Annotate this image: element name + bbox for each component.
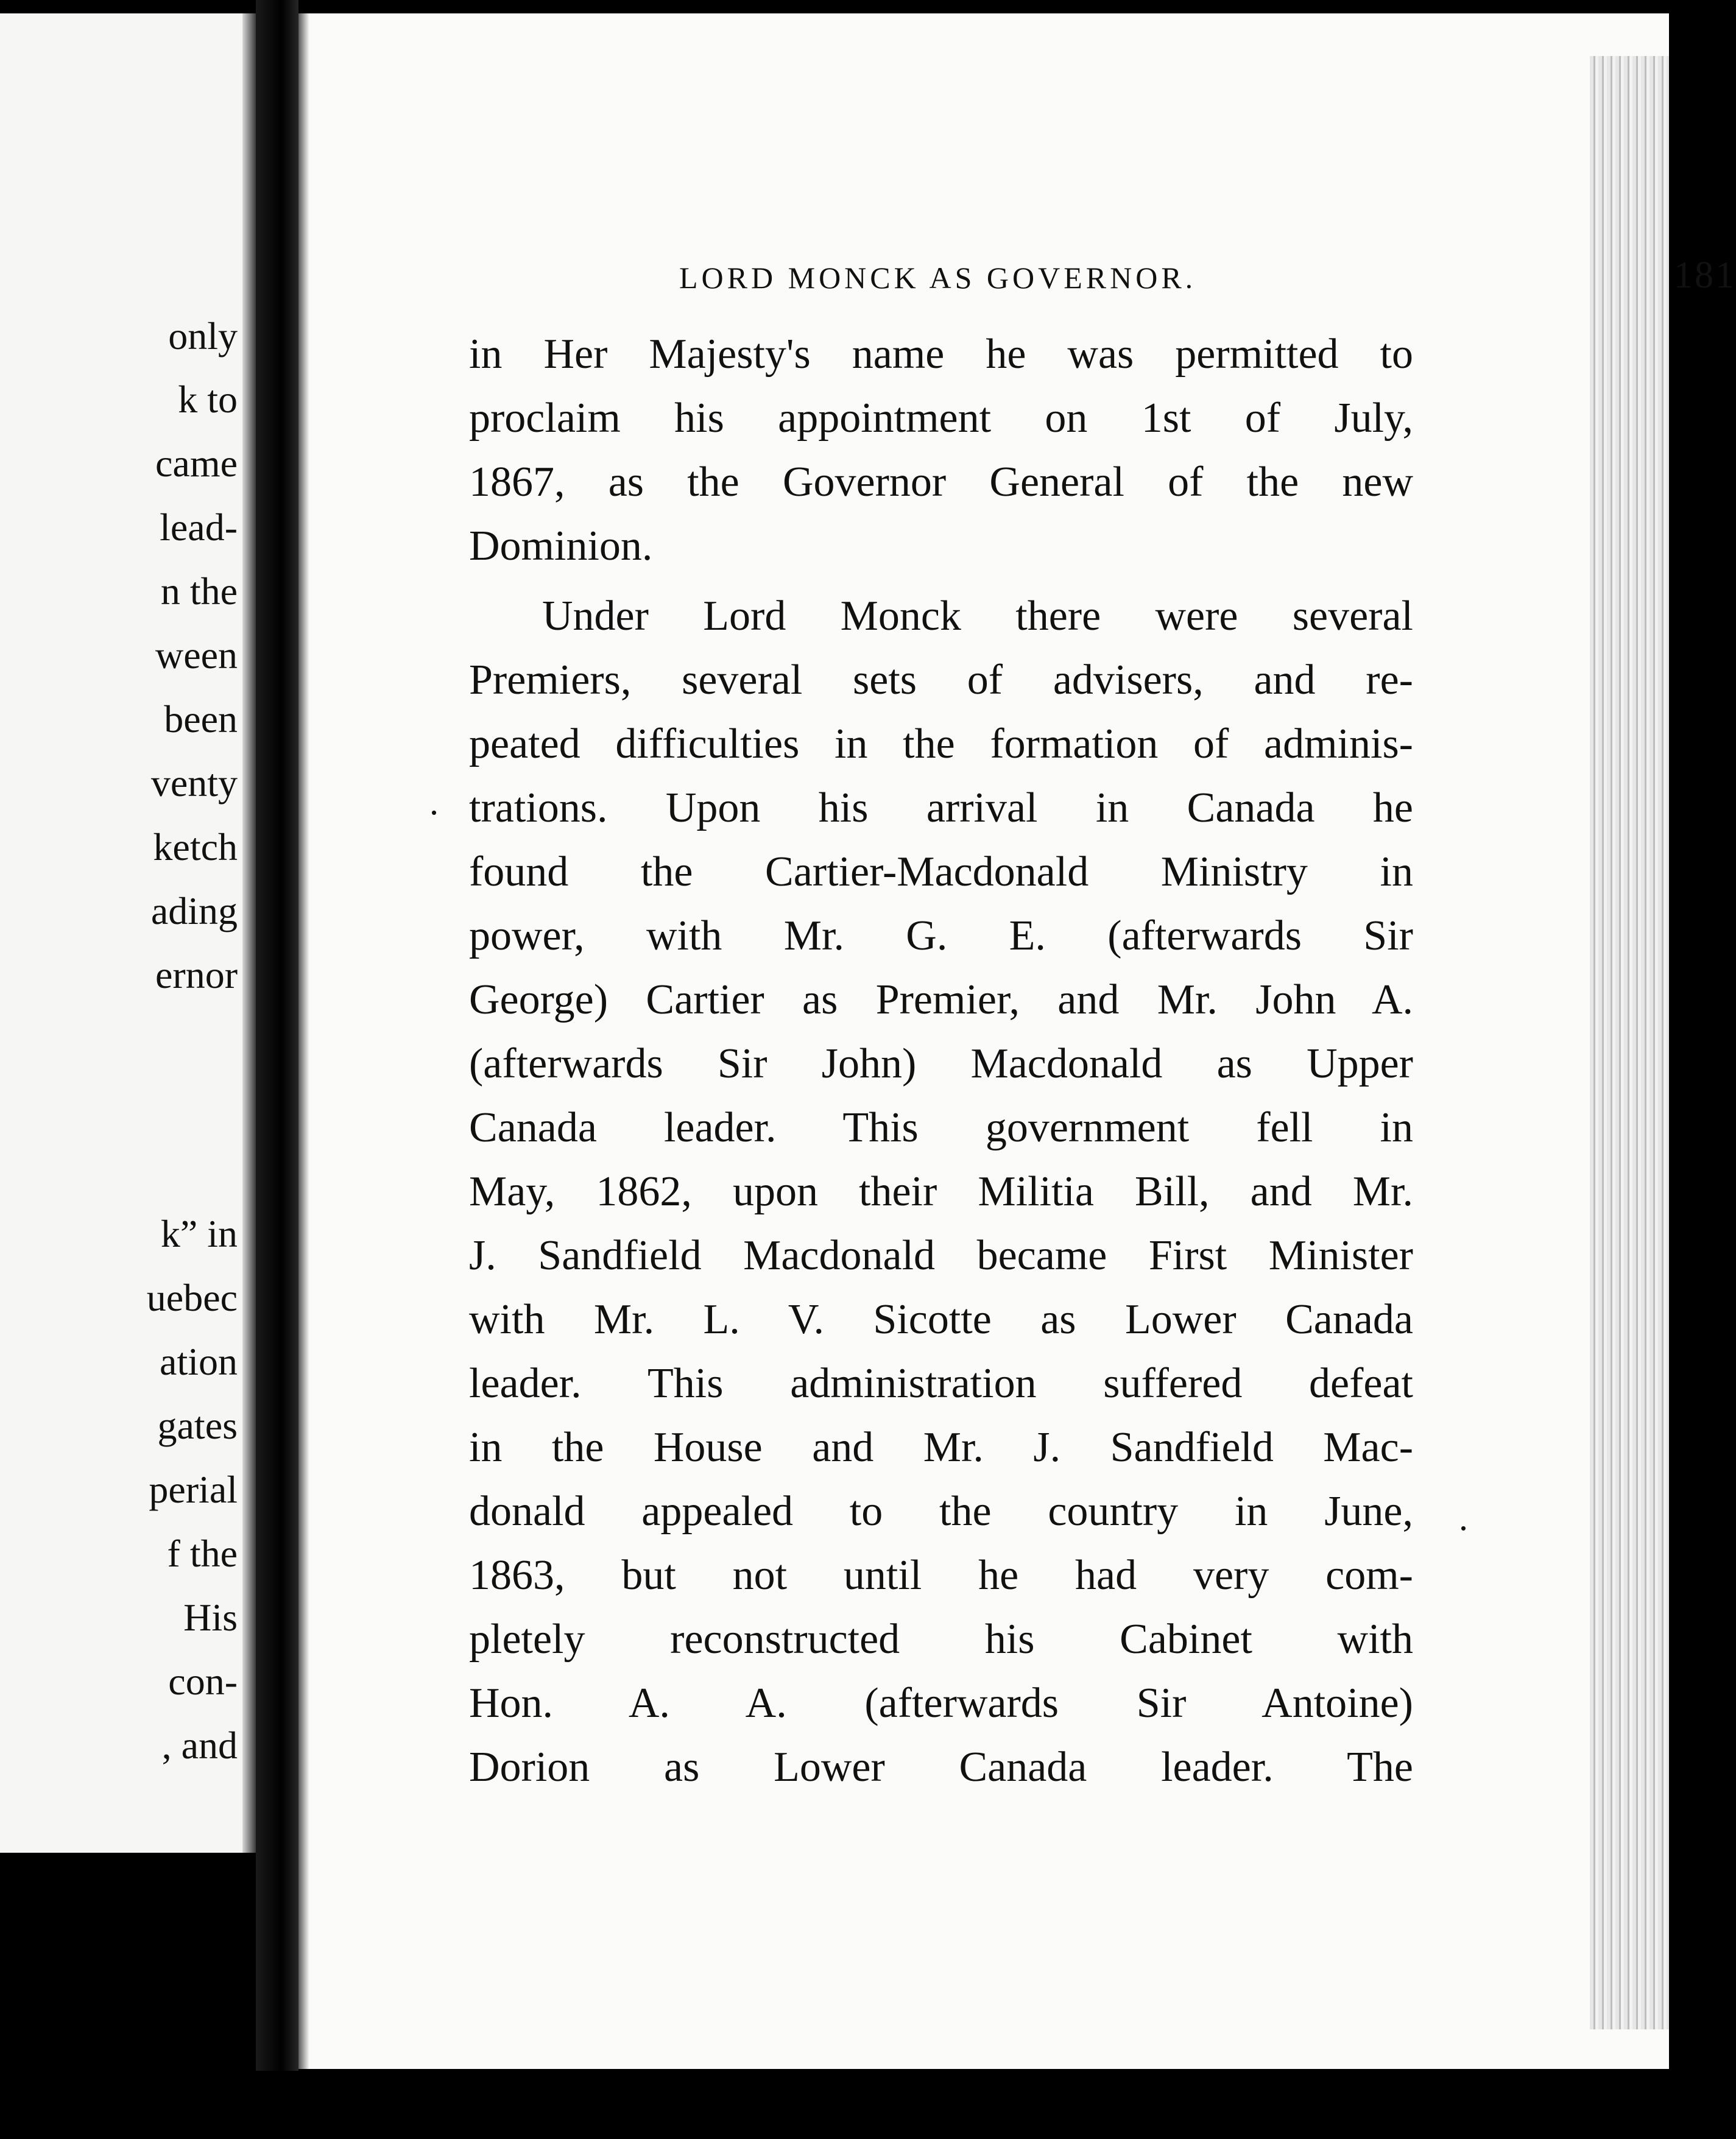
left-line: His	[183, 1596, 238, 1639]
text-line: J. Sandfield Macdonald became First Minister	[469, 1232, 1413, 1279]
page-curve-shadow	[298, 13, 309, 2069]
left-line: been	[164, 697, 238, 741]
text-line: Canada leader. This government fell in	[469, 1104, 1413, 1151]
scan-border	[0, 2071, 1703, 2139]
text-line: in Her Majesty's name he was permitted to	[469, 331, 1413, 378]
left-line: came	[155, 442, 238, 485]
text-line: leader. This administration suffered defeat	[469, 1360, 1413, 1407]
text-line: found the Cartier-Macdonald Ministry in	[469, 848, 1413, 895]
left-line: lead-	[160, 506, 238, 549]
text-line: Dominion.	[469, 523, 653, 569]
left-line: gates	[157, 1404, 238, 1447]
left-line: , and	[161, 1724, 238, 1767]
left-line: venty	[150, 761, 238, 805]
text-line: 1867, as the Governor General of the new	[469, 459, 1413, 506]
margin-dot: .	[429, 782, 439, 822]
text-line: proclaim his appointment on 1st of July,	[469, 395, 1413, 442]
left-line: ernor	[155, 953, 238, 996]
left-line: n the	[160, 569, 238, 613]
page-edge-stack	[1590, 56, 1669, 2029]
left-line: ween	[155, 633, 238, 677]
text-line: (afterwards Sir John) Macdonald as Upper	[469, 1040, 1413, 1087]
text-line: pletely reconstructed his Cabinet with	[469, 1616, 1413, 1663]
margin-dot: .	[1459, 1498, 1468, 1538]
text-line: Hon. A. A. (afterwards Sir Antoine)	[469, 1680, 1413, 1727]
left-line: perial	[149, 1468, 238, 1511]
text-line: May, 1862, upon their Militia Bill, and Mr.	[469, 1168, 1413, 1215]
text-line: in the House and Mr. J. Sandfield Mac-	[469, 1424, 1413, 1471]
running-head	[679, 254, 1736, 309]
text-line: Dorion as Lower Canada leader. The	[469, 1744, 1413, 1791]
left-line: only	[168, 314, 238, 358]
page-gutter-shadow	[242, 13, 256, 1853]
text-line: trations. Upon his arrival in Canada he	[469, 784, 1413, 831]
left-line: ation	[160, 1340, 238, 1383]
previous-page-fragment	[0, 13, 256, 1853]
running-title: LORD MONCK AS GOVERNOR.	[679, 261, 1197, 295]
left-line: uebec	[146, 1276, 238, 1319]
book-spine	[256, 0, 298, 2139]
left-line: ketch	[153, 825, 238, 869]
text-line: George) Cartier as Premier, and Mr. John A.	[469, 976, 1413, 1023]
left-line: k to	[178, 378, 238, 421]
text-line: power, with Mr. G. E. (afterwards Sir	[469, 912, 1413, 959]
text-line: Under Lord Monck there were several	[542, 593, 1413, 640]
text-line: 1863, but not until he had very com-	[469, 1552, 1413, 1599]
page-number: 181	[1674, 255, 1736, 296]
left-line: f the	[167, 1532, 238, 1575]
text-line: peated difficulties in the formation of adminis-	[469, 721, 1413, 767]
text-line: donald appealed to the country in June,	[469, 1488, 1413, 1535]
current-page	[298, 13, 1736, 2069]
left-line: ading	[150, 889, 238, 932]
text-line: Premiers, several sets of advisers, and re-	[469, 657, 1413, 703]
text-line: with Mr. L. V. Sicotte as Lower Canada	[469, 1296, 1413, 1343]
left-line: k” in	[160, 1212, 238, 1255]
left-line: con-	[168, 1660, 238, 1703]
